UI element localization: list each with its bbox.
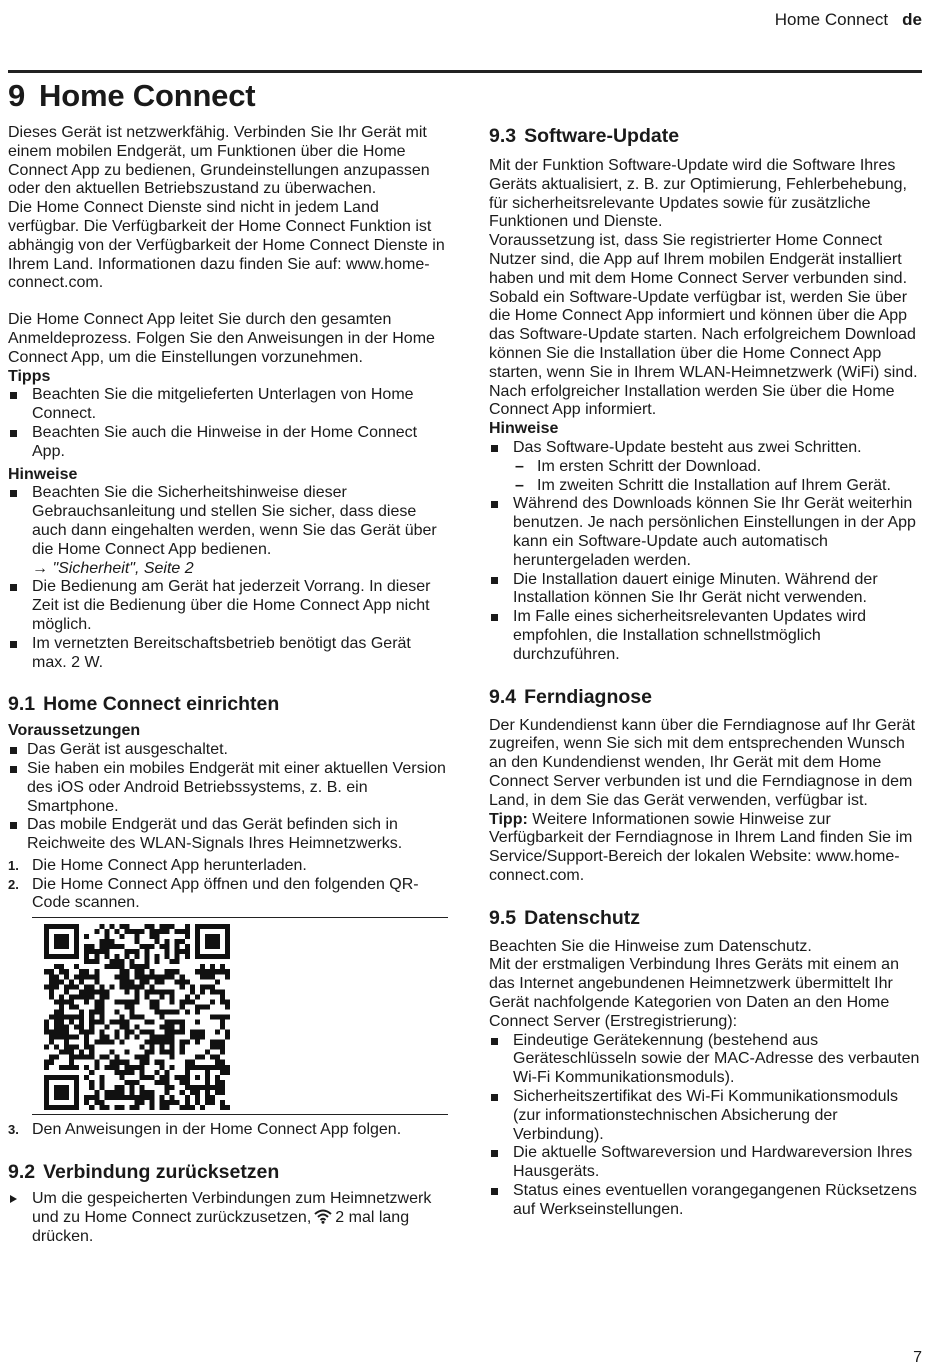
- paragraph: Sobald ein Software-Update verfügbar ist, werden Sie über die Home Connect App informiert und können über die App das Software-Update starten. Nach erfolgreichem Download können Sie die Installation über die Home Connect App starten, wenn Sie in Ihrem WLAN-Heimnetzwerk (WiFi) sind. Nach erfolgreicher Installation werden Sie über die Home Connect App informiert.: [489, 288, 918, 419]
- right-column: [489, 124, 925, 1220]
- header-language: de: [902, 10, 922, 29]
- header-title: Home Connect: [774, 10, 889, 29]
- voraussetzungen-heading: Voraussetzungen: [8, 722, 141, 740]
- list-item: Beachten Sie die Sicherheitshinweise dieser Gebrauchsanleitung und stellen Sie sicher, dass diese auch dann eingehalten werden, wenn Sie das Gerät über die Home Connect App bedienen. → "Sicherheit", Seite 2: [8, 484, 448, 578]
- data-categories-list: [489, 1032, 925, 1220]
- hinweise-list: [8, 484, 448, 672]
- left-column: [8, 124, 448, 1246]
- paragraph: Beachten Sie die Hinweise zum Datenschutz.: [489, 937, 812, 955]
- paragraph: Der Kundendienst kann über die Ferndiagnose auf Ihr Gerät zugreifen, wenn Sie sich mit dem entsprechenden Wunsch an den Kundendienst wenden, Ihr Gerät mit dem Home Connect Server verbunden ist und die Ferndiagnose in dem Land, in dem Sie das Gerät verwenden, verfügbar ist.: [489, 716, 916, 809]
- paragraph: Mit der Funktion Software-Update wird die Software Ihres Geräts aktualisiert, z. B. zur Optimierung, Fehlerbehebung, für sicherheitsrelevante Updates sowie für zusätzliche Funktionen und Dienste.: [489, 157, 907, 231]
- list-item: Das Gerät ist ausgeschaltet.: [8, 741, 448, 760]
- section-heading-9-4: 9.4 Ferndiagnose: [489, 685, 652, 708]
- wifi-icon: [314, 1209, 332, 1224]
- section-heading-9-3: 9.3 Software-Update: [489, 125, 680, 147]
- hinweise-heading: Hinweise: [489, 420, 559, 438]
- intro-paragraph: Die Home Connect App leitet Sie durch den gesamten Anmeldeprozess. Folgen Sie den Anweisungen in der Home Connect App, um die Einstellungen vorzunehmen.: [8, 311, 435, 366]
- cross-reference-link[interactable]: → "Sicherheit", Seite 2: [32, 559, 194, 577]
- step-item: 3. Den Anweisungen in der Home Connect App folgen.: [8, 1121, 402, 1139]
- list-item: – Im zweiten Schritt die Installation auf Ihrem Gerät.: [515, 476, 891, 494]
- hinweise-heading: Hinweise: [8, 465, 78, 483]
- list-item: Die Installation dauert einige Minuten. Während der Installation können Sie Ihr Gerät nicht verwenden.: [489, 571, 925, 609]
- list-item: Im Falle eines sicherheitsrelevanten Updates wird empfohlen, die Installation schnellstmöglich durchzuführen.: [489, 608, 925, 664]
- step-item: 1. Die Home Connect App herunterladen.: [8, 856, 307, 874]
- list-item: Sie haben ein mobiles Endgerät mit einer aktuellen Version des iOS oder Android Betriebssystems, z. B. ein Smartphone.: [8, 760, 448, 816]
- tip-paragraph: Tipp: Weitere Informationen sowie Hinweise zur Verfügbarkeit der Ferndiagnose in Ihrem Land finden Sie im Service/Support-Bereich der lokalen Website: www.home-connect.com.: [489, 810, 913, 884]
- tipps-heading: Tipps: [8, 367, 51, 385]
- tipps-list: [8, 386, 448, 461]
- list-item: Beachten Sie die mitgelieferten Unterlagen von Home Connect.: [8, 386, 448, 424]
- section-heading-9-1: 9.1 Home Connect einrichten: [8, 693, 280, 716]
- voraussetzungen-list: [8, 741, 448, 854]
- list-item: Während des Downloads können Sie Ihr Gerät weiterhin benutzen. Je nach persönlichen Einstellungen in der App kann ein Software-Update auch automatisch heruntergeladen werden.: [489, 495, 925, 570]
- instruction-list: [8, 1190, 448, 1246]
- qr-code: [44, 924, 230, 1110]
- list-item: – Im ersten Schritt der Download.: [515, 457, 762, 475]
- hinweise-list: [489, 439, 925, 458]
- qr-code-frame: [32, 917, 448, 1115]
- steps-list: [8, 1121, 448, 1140]
- paragraph: Mit der erstmaligen Verbindung Ihres Geräts mit einem an das Internet angebundenen Heimnetzwerk übermittelt Ihr Gerät nachfolgende Kategorien von Daten an den Home Connect Server (Erstregistrierung):: [489, 956, 899, 1030]
- list-item: Die Bedienung am Gerät hat jederzeit Vorrang. In dieser Zeit ist die Bedienung über die Home Connect App nicht möglich.: [8, 578, 448, 634]
- chapter-title: 9 Home Connect: [8, 78, 256, 113]
- list-item: Die aktuelle Softwareversion und Hardwareversion Ihres Hausgeräts.: [489, 1144, 925, 1182]
- intro-paragraph: Die Home Connect Dienste sind nicht in jedem Land verfügbar. Die Verfügbarkeit der Home Connect Funktion ist abhängig von der Verfügbarkeit der Home Connect Dienste in Ihrem Land. Informationen dazu finden Sie auf: www.home-connect.com.: [8, 199, 445, 292]
- substeps-list: [515, 458, 925, 496]
- step-item: 2. Die Home Connect App öffnen und den folgenden QR-Code scannen.: [8, 875, 419, 912]
- list-item: Status eines eventuellen vorangegangenen Rücksetzens auf Werkseinstellungen.: [489, 1182, 925, 1220]
- paragraph: Voraussetzung ist, dass Sie registrierter Home Connect Nutzer sind, die App auf Ihrem mobilen Endgerät installiert haben und mit dem Home Connect Server verbunden sind.: [489, 232, 908, 287]
- list-item: Sicherheitszertifikat des Wi-Fi Kommunikationsmoduls (zur informationstechnischen Absicherung der Verbindung).: [489, 1088, 925, 1144]
- page-number: 7: [913, 1349, 922, 1366]
- list-item: Das Software-Update besteht aus zwei Schritten.: [489, 439, 925, 458]
- instruction-item: Um die gespeicherten Verbindungen zum Heimnetzwerk und zu Home Connect zurückzusetzen, 2 mal lang drücken.: [8, 1190, 448, 1246]
- hinweise-list: [489, 495, 925, 664]
- list-item: Beachten Sie auch die Hinweise in der Home Connect App.: [8, 424, 448, 462]
- list-item: Das mobile Endgerät und das Gerät befinden sich in Reichweite des WLAN-Signals Ihres Heimnetzwerks.: [8, 816, 448, 854]
- header-rule: [8, 70, 922, 73]
- section-heading-9-2: 9.2 Verbindung zurücksetzen: [8, 1161, 280, 1184]
- steps-list: [8, 857, 448, 913]
- running-header: [775, 10, 922, 30]
- section-heading-9-5: 9.5 Datenschutz: [489, 906, 641, 929]
- list-item: Im vernetzten Bereitschaftsbetrieb benötigt das Gerät max. 2 W.: [8, 635, 448, 673]
- list-item: Eindeutige Gerätekennung (bestehend aus Geräteschlüsseln sowie der MAC-Adresse des verbauten Wi-Fi Kommunikationsmoduls).: [489, 1032, 925, 1088]
- intro-paragraph: Dieses Gerät ist netzwerkfähig. Verbinden Sie Ihr Gerät mit einem mobilen Endgerät, um Funktionen über die Home Connect App zu bedienen, Grundeinstellungen anzupassen oder den aktuellen Betriebszustand zu überwachen.: [8, 124, 430, 198]
